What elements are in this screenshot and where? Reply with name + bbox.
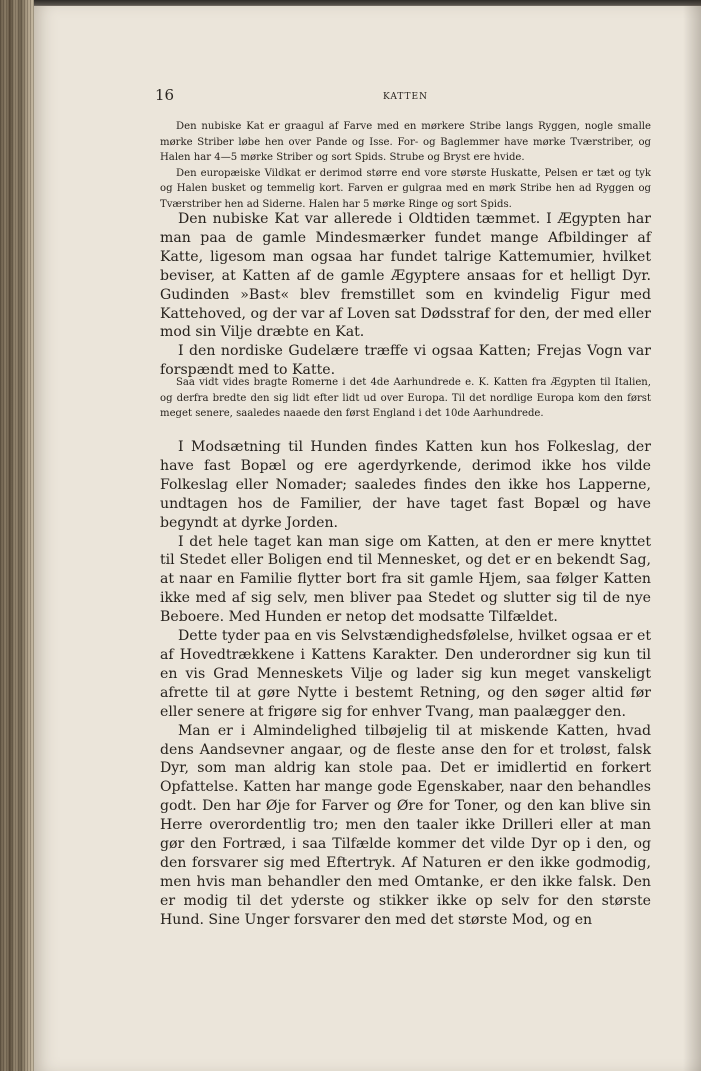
paragraph: I det hele taget kan man sige om Katten, at den er mere knyttet til Stedet eller Boligen end til Mennesket, og det er en bekendt Sag, at naar en Familie flytter bort fra sit gamle Hjem, saa følger Katten ikke med af sig selv, men bliver paa Stedet og slutter sig til de nye Beboere. Med Hunden er netop det modsatte Tilfældet. [160, 533, 651, 626]
book-page-edges [0, 0, 34, 1071]
paragraph: Saa vidt vides bragte Romerne i det 4de Aarhundrede e. K. Katten fra Ægypten til Italien, og derfra bredte den sig lidt efter lidt ud over Europa. Til det nordlige Europa kom den først meget senere, saaledes naaede den først England i det 10de Aarhundrede. [160, 377, 651, 420]
footnote-block-spread [160, 375, 651, 422]
page-shadow [683, 0, 701, 1071]
body-block-history [160, 210, 651, 380]
paragraph: Den nubiske Kat var allerede i Oldtiden tæmmet. I Ægypten har man paa de gamle Mindesmærker fundet mange Afbildinger af Katte, ligesom man ogsaa har fundet talrige Kattemumier, hvilket beviser, at Katten af de gamle Ægyptere ansaas for et helligt Dyr. Gudinden »Bast« blev fremstillet som en kvindelig Figur med Kattehoved, og der var af Loven sat Dødsstraf for den, der med eller mod sin Vilje dræbte en Kat. [160, 211, 651, 341]
paragraph: I Modsætning til Hunden findes Katten kun hos Folkeslag, der have fast Bopæl og ere agerdyrkende, derimod ikke hos vilde Folkeslag eller Nomader; saaledes findes den ikke hos Lapperne, undtagen hos de Familier, der have taget fast Bopæl og have begyndt at dyrke Jorden. [160, 439, 651, 531]
footnote-block-species [160, 119, 651, 213]
page-number: 16 [155, 86, 175, 104]
running-head: KATTEN [383, 92, 428, 102]
paragraph: Dette tyder paa en vis Selvstændighedsfølelse, hvilket ogsaa er et af Hovedtrækkene i Kattens Karakter. Den underordner sig kun til en vis Grad Menneskets Vilje og lader sig kun meget vanskeligt afrette til at gøre Nytte i bestemt Retning, og den søger altid før eller senere at frigøre sig for enhver Tvang, man paalægger den. [160, 628, 651, 720]
paragraph: Den europæiske Vildkat er derimod større end vore største Huskatte, Pelsen er tæt og tyk og Halen busket og temmelig kort. Farven er gulgraa med en mørk Stribe hen ad Ryggen og Tværstriber hen ad Siderne. Halen har 5 mørke Ringe og sort Spids. [160, 167, 651, 210]
paragraph: Den nubiske Kat er graagul af Farve med en mørkere Stribe langs Ryggen, nogle smalle mørke Striber løbe hen over Pande og Isse. For- og Baglemmer have mørke Tværstriber, og Halen har 4—5 mørke Striber og sort Spids. Strube og Bryst ere hvide. [160, 121, 651, 164]
paragraph: I den nordiske Gudelære træffe vi ogsaa Katten; Frejas Vogn var forspændt med to Katte. [160, 343, 651, 379]
paragraph: Man er i Almindelighed tilbøjelig til at miskende Katten, hvad dens Aandsevner angaar, og de fleste anse den for et troløst, falsk Dyr, som man aldrig kan stole paa. Det er imidlertid en forkert Opfattelse. Katten har mange gode Egenskaber, naar den behandles godt. Den har Øje for Farver og Øre for Toner, og den kan blive sin Herre overordentlig tro; men den taaler ikke Drilleri eller at man gør den Fortræd, i saa Tilfælde kommer det vilde Dyr op i den, og den forsvarer sig med Eftertryk. Af Naturen er den ikke godmodig, men hvis man behandler den med Omtanke, er den ikke falsk. Den er modig til det yderste og stikker ikke op selv for den største Hund. Sine Unger forsvarer den med det største Mod, og en [160, 722, 651, 928]
body-block-character [160, 438, 651, 930]
